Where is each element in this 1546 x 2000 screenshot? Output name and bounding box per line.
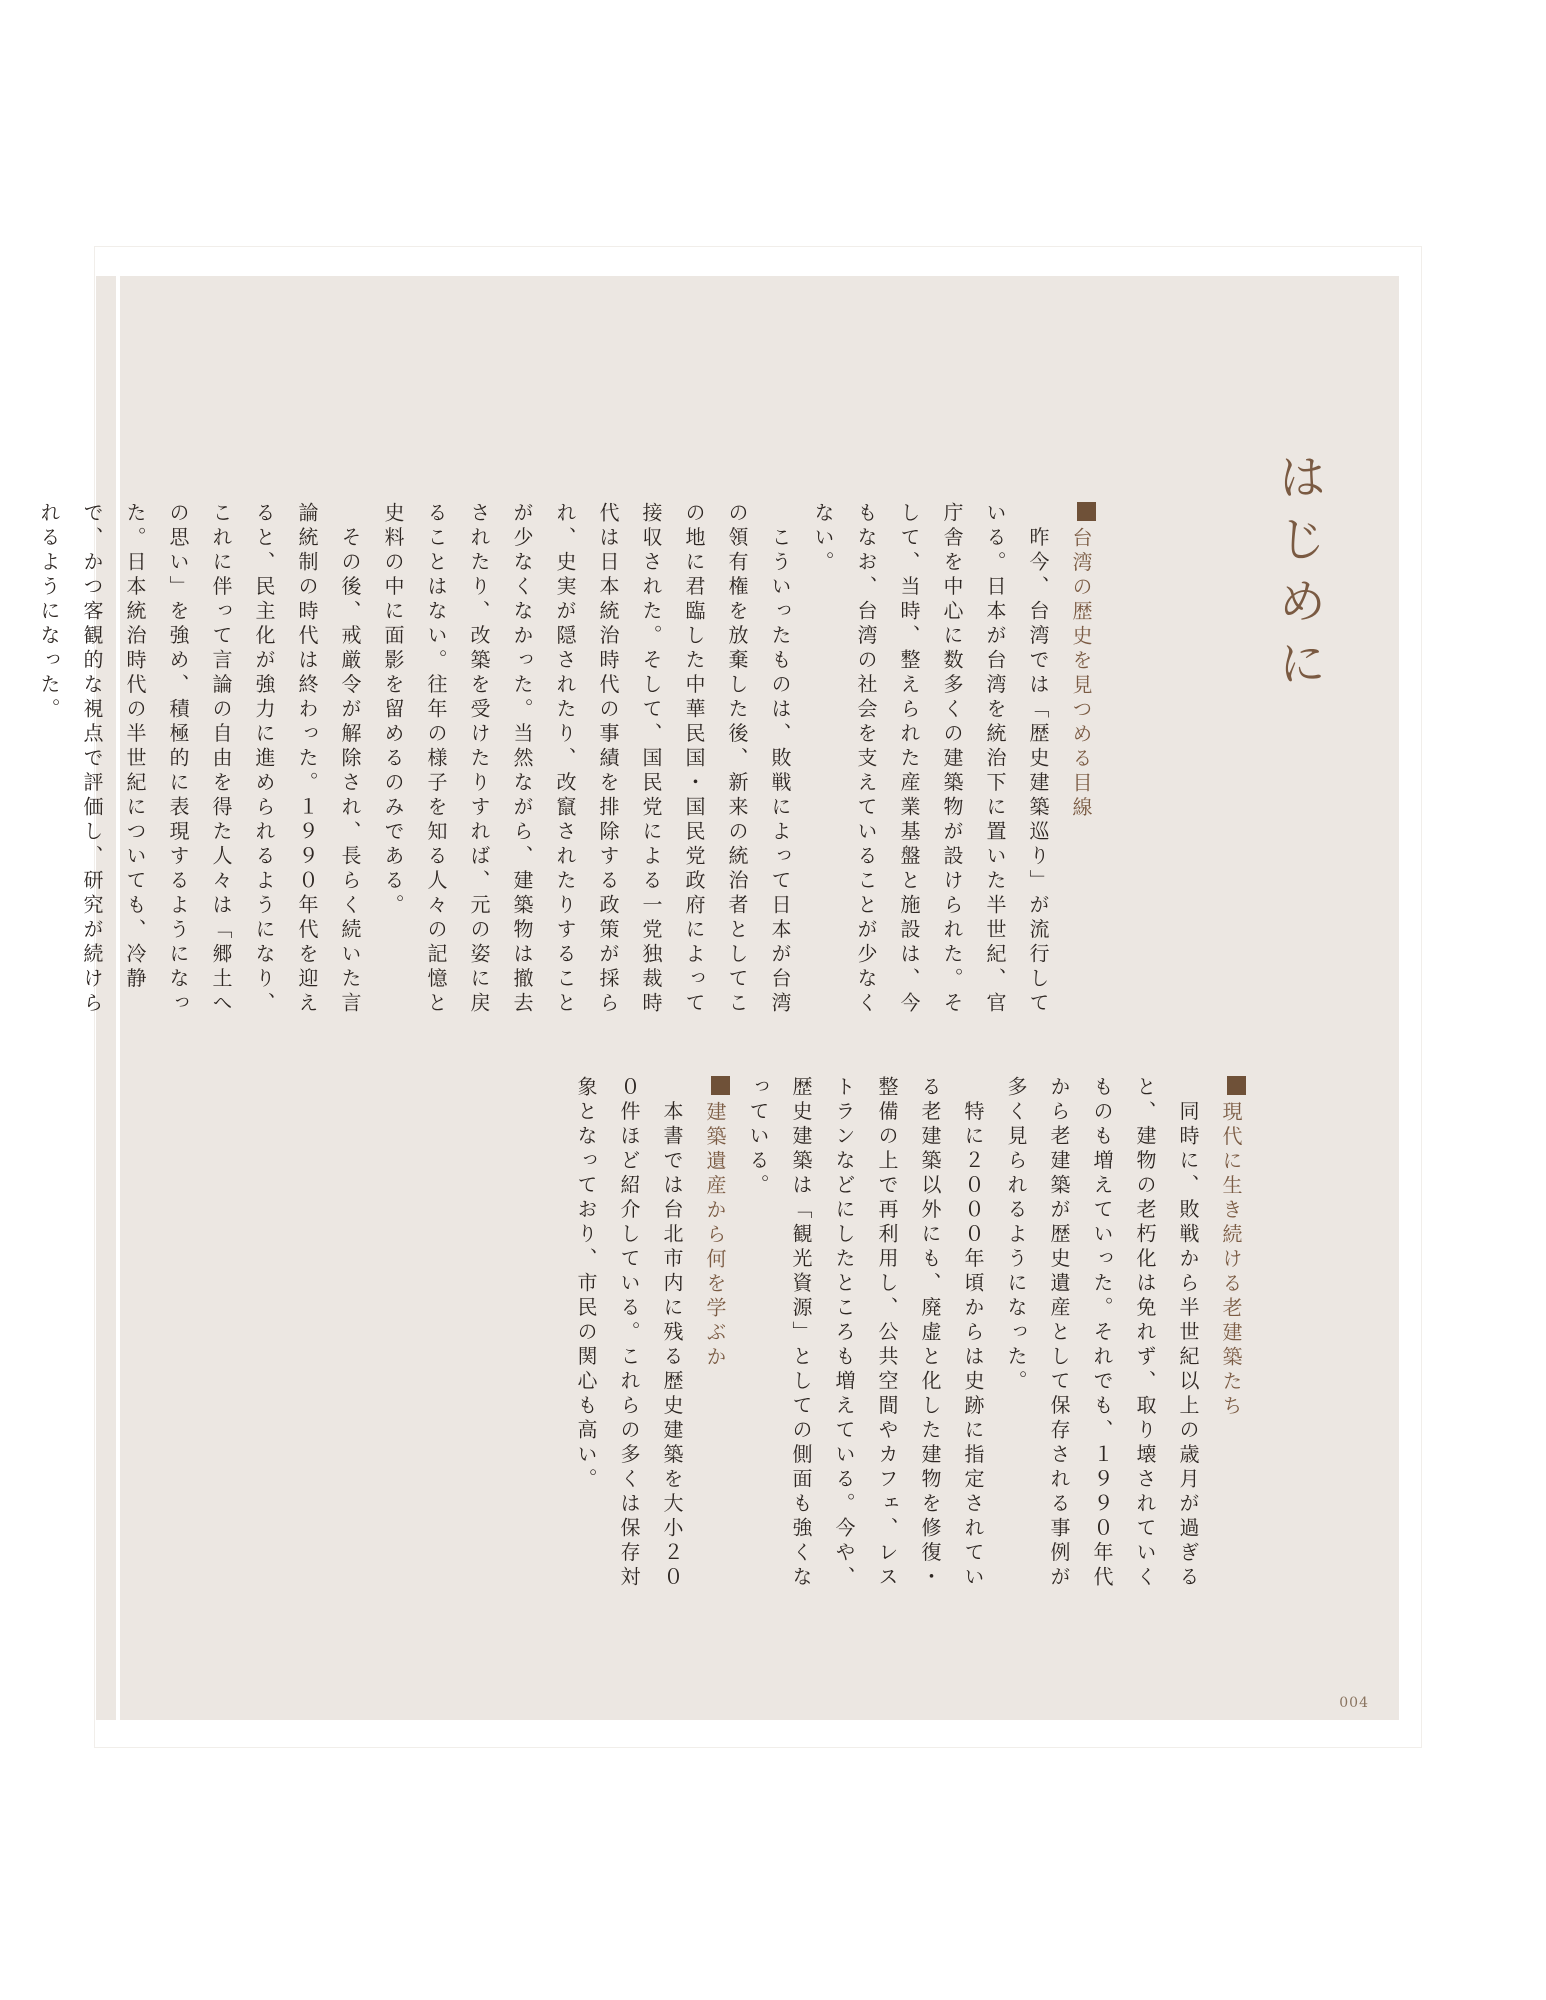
square-bullet-icon (1227, 1076, 1246, 1095)
lower-text-band (252, 1076, 1252, 1604)
book-page (37, 276, 1399, 1720)
paragraph: 同時に、敗戦から半世紀以上の歳月が過ぎると、建物の老朽化は免れず、取り壊されていくものも増えていった。それでも、１９９０年代から老建築が歴史遺産として保存される事例が多く見られるようになった。 (1004, 1076, 1200, 1591)
paragraph: 昨今、台湾では「歴史建築巡り」が流行している。日本が台湾を統治下に置いた半世紀、官庁舎を中心に数多くの建築物が設けられた。そして、当時、整えられた産業基盤と施設は、今もなお、台湾の社会を支えていることが少なくない。 (811, 502, 1050, 1017)
square-bullet-icon (711, 1076, 730, 1095)
section-heading: 台湾の歴史を見つめる目線 (1059, 502, 1102, 1020)
square-bullet-icon (1077, 502, 1096, 521)
paragraph: その後、戒厳令が解除され、長らく続いた言論統制の時代は終わった。１９９０年代を迎えると、民主化が強力に進められるようになり、これに伴って言論の自由を得た人々は「郷土への思い」を強め、積極的に表現するようになった。日本統治時代の半世紀についても、冷静で、かつ客観的な視点で評価し、研究が続けられるようになった。 (37, 502, 362, 1017)
paragraph: 本書では台北市内に残る歴史建築を大小２００件ほど紹介している。これらの多くは保存対象となっており、市民の関心も高い。 (574, 1076, 684, 1591)
upper-text-band (37, 502, 1102, 1020)
page-title: はじめに (1270, 452, 1326, 700)
section-heading: 現代に生き続ける老建築たち (1209, 1076, 1252, 1604)
paragraph: こういったものは、敗戦によって日本が台湾の領有権を放棄した後、新来の統治者としてこの地に君臨した中華民国・国民党政府によって接収された。そして、国民党による一党独裁時代は日本統治時代の事績を排除する政策が採られ、史実が隠されたり、改竄されたりすることが少なくなかった。当然ながら、建築物は撤去されたり、改築を受けたりすれば、元の姿に戻ることはない。往年の様子を知る人々の記憶と史料の中に面影を留めるのみである。 (381, 502, 792, 1017)
paragraph: 特に２０００年頃からは史跡に指定されている老建築以外にも、廃虚と化した建物を修復・整備の上で再利用し、公共空間やカフェ、レストランなどにしたところも増えている。今や、歴史建築は「観光資源」としての側面も強くなっている。 (746, 1076, 985, 1591)
page-number: 004 (1339, 1695, 1369, 1711)
section-heading: 建築遺産から何を学ぶか (693, 1076, 736, 1604)
